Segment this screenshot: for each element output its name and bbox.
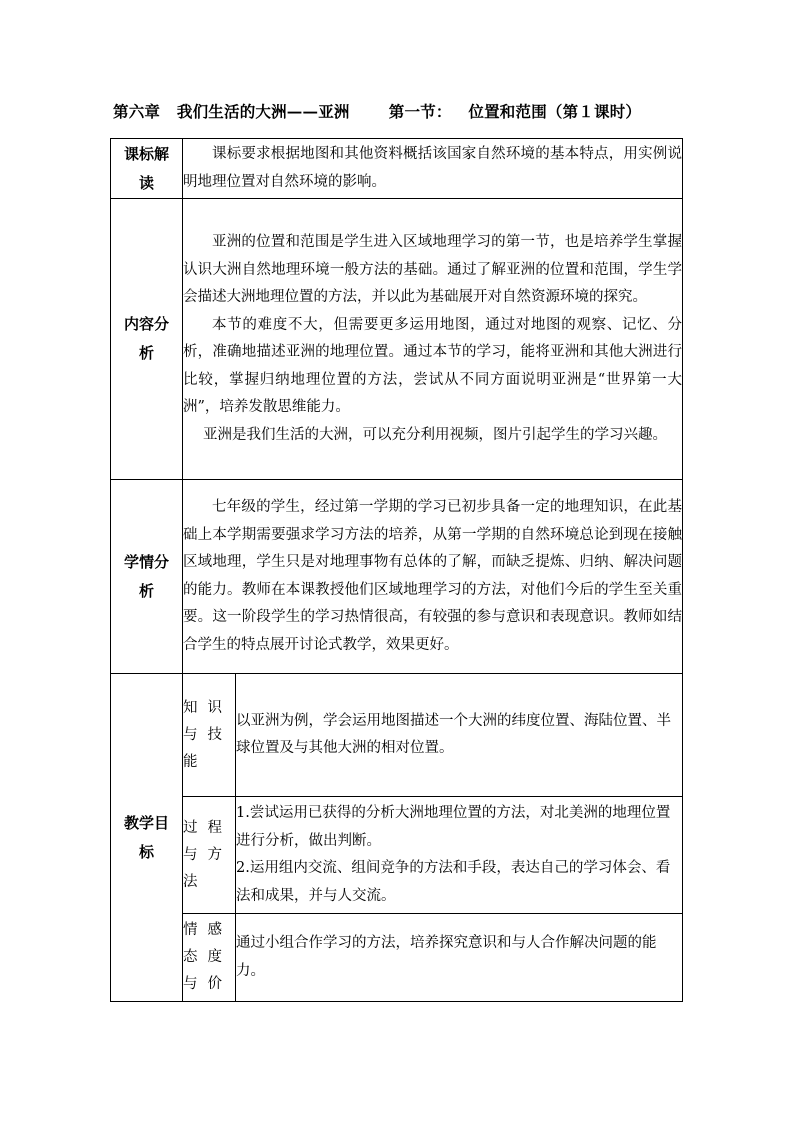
goal-label-attitude-text: 情感态度与价	[183, 922, 232, 992]
goal-body-process	[236, 797, 683, 914]
cell-standard	[183, 139, 683, 199]
table-row-standard	[111, 139, 683, 199]
header-learner-text: 学情分析	[123, 552, 169, 600]
table-row-learner	[111, 480, 683, 674]
table-row-goal-knowledge	[111, 674, 683, 797]
table-row-goal-attitude	[111, 914, 683, 1002]
header-standard	[111, 139, 183, 199]
learner-paragraph: 七年级的学生，经过第一学期的学习已初步具备一定的地理知识，在此基础上本学期需要强求学习方法的培养，从第一学期的自然环境总论到现在接触区域地理，学生只是对地理事物有总体的了解，而缺乏提炼、归纳、解决问题的能力。教师在本课教授他们区域地理学习的方法，对他们今后的学生至关重要。这一阶段学生的学习热情很高，有较强的参与意识和表现意识。教师如结合学生的特点展开讨论式教学，效果更好。	[183, 499, 682, 653]
content-paragraph-3: 亚洲是我们生活的大洲，可以充分利用视频，图片引起学生的学习兴趣。	[203, 426, 667, 443]
goal-process-line-1: 1.尝试运用已获得的分析大洲地理位置的方法，对北美洲的地理位置进行分析，做出判断。	[236, 805, 671, 849]
cell-learner	[183, 480, 683, 674]
content-paragraph-1: 亚洲的位置和范围是学生进入区域地理学习的第一节，也是培养学生掌握认识大洲自然地理环境一般方法的基础。通过了解亚洲的位置和范围，学生学会描述大洲地理位置的方法，并以此为基础展开对自然资源环境的探究。	[183, 234, 682, 305]
table-row-goal-process	[111, 797, 683, 914]
header-content	[111, 199, 183, 480]
goal-label-process	[183, 797, 236, 914]
header-content-text: 内容分析	[123, 315, 169, 362]
document-title	[113, 100, 713, 122]
table-row-content	[111, 199, 683, 480]
goal-label-process-text: 过程与方法	[183, 819, 232, 890]
goal-process-line-2: 2.运用组内交流、组间竞争的方法和手段，表达自己的学习体会、看法和成果，并与人交流。	[236, 860, 671, 904]
goal-knowledge-line: 以亚洲为例，学会运用地图描述一个大洲的纬度位置、海陆位置、半球位置及与其他大洲的相对位置。	[236, 712, 671, 756]
lesson-plan-table	[110, 138, 683, 1002]
goal-attitude-line: 通过小组合作学习的方法，培养探究意识和与人合作解决问题的能力。	[236, 935, 657, 979]
header-standard-text: 课标解读	[123, 144, 169, 192]
content-paragraph-2: 本节的难度不大，但需要更多运用地图，通过对地图的观察、记忆、分析，准确地描述亚洲的地理位置。通过本节的学习，能将亚洲和其他大洲进行比较，掌握归纳地理位置的方法，尝试从不同方面说明亚洲是“世界第一大洲”，培养发散思维能力。	[183, 316, 682, 415]
section-name: 位置和范围（第１课时）	[468, 102, 642, 121]
standard-paragraph: 课标要求根据地图和其他资料概括该国家自然环境的基本特点，用实例说明地理位置对自然环境的影响。	[183, 146, 682, 190]
goal-label-knowledge-text: 知识与技能	[183, 699, 232, 770]
chapter-name: 我们生活的大洲——亚洲	[176, 102, 350, 121]
header-goals-text: 教学目标	[123, 813, 169, 861]
goal-body-knowledge	[236, 674, 683, 797]
header-goals	[111, 674, 183, 1002]
goal-body-attitude	[236, 914, 683, 1002]
chapter-number: 第六章	[113, 102, 161, 121]
section-number: 第一节：	[388, 102, 452, 121]
cell-content	[183, 199, 683, 480]
header-learner	[111, 480, 183, 674]
goal-label-knowledge	[183, 674, 236, 797]
goal-label-attitude	[183, 914, 236, 1002]
